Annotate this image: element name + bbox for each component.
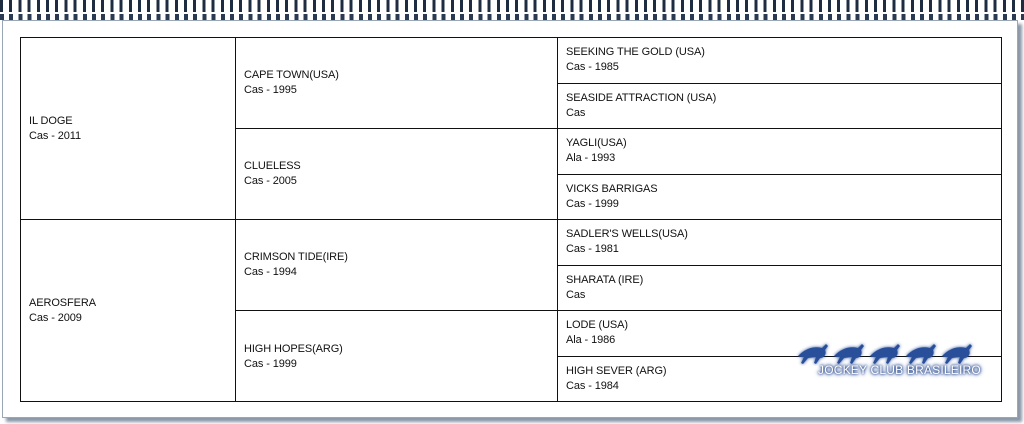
logo-text: JOCKEY CLUB BRASILEIRO: [818, 363, 981, 377]
horse-name: CAPE TOWN(USA): [244, 69, 339, 81]
jockey-club-logo: [796, 336, 986, 382]
horse-name: HIGH HOPES(ARG): [244, 342, 343, 355]
sire-cell: [21, 38, 236, 220]
grandparent-cell: [236, 38, 558, 129]
horse-info: Cas - 1995: [244, 84, 297, 96]
great-grandparent-cell: [558, 84, 1001, 130]
grandparent-cell: [236, 311, 558, 402]
racing-horses-icon: [796, 336, 986, 366]
great-grandparent-cell: [558, 266, 1001, 312]
horse-name: SHARATA (IRE): [566, 273, 644, 286]
horse-info: Cas - 2011: [29, 129, 81, 142]
horse-info: Cas - 1999: [566, 197, 619, 210]
horse-name: IL DOGE: [29, 114, 73, 127]
horse-info: Cas - 1985: [566, 61, 619, 74]
horse-info: Ala - 1986: [566, 334, 616, 347]
horse-info: Cas - 1994: [244, 266, 297, 278]
great-grandparent-cell: [558, 38, 1001, 84]
great-grandparent-cell: [558, 129, 1001, 175]
horse-name: VICKS BARRIGAS: [566, 182, 658, 195]
horse-name: LODE (USA): [566, 319, 628, 332]
dam-cell: [21, 220, 236, 402]
grandparent-cell: [236, 129, 558, 220]
horse-info: Cas - 2009: [29, 312, 82, 324]
horse-info: Cas: [566, 288, 586, 301]
horse-info: Cas - 1981: [566, 243, 619, 256]
grandparent-cell: [236, 220, 558, 311]
horse-name: SEEKING THE GOLD (USA): [566, 46, 705, 59]
horse-info: Cas - 1999: [244, 357, 297, 370]
horse-info: Cas: [566, 106, 586, 119]
spiral-binding: [0, 0, 1024, 12]
horse-info: Ala - 1993: [566, 152, 616, 165]
horse-name: CRIMSON TIDE(IRE): [244, 251, 348, 263]
horse-name: SADLER'S WELLS(USA): [566, 228, 688, 241]
horse-info: Cas - 2005: [244, 175, 297, 187]
horse-info: Cas - 1984: [566, 380, 619, 393]
great-grandparent-cell: [558, 175, 1001, 221]
horse-name: AEROSFERA: [29, 297, 96, 309]
horse-name: CLUELESS: [244, 160, 301, 172]
horse-name: YAGLI(USA): [566, 137, 627, 150]
horse-name: HIGH SEVER (ARG): [566, 365, 667, 378]
great-grandparent-cell: [558, 220, 1001, 266]
horse-name: SEASIDE ATTRACTION (USA): [566, 91, 717, 104]
